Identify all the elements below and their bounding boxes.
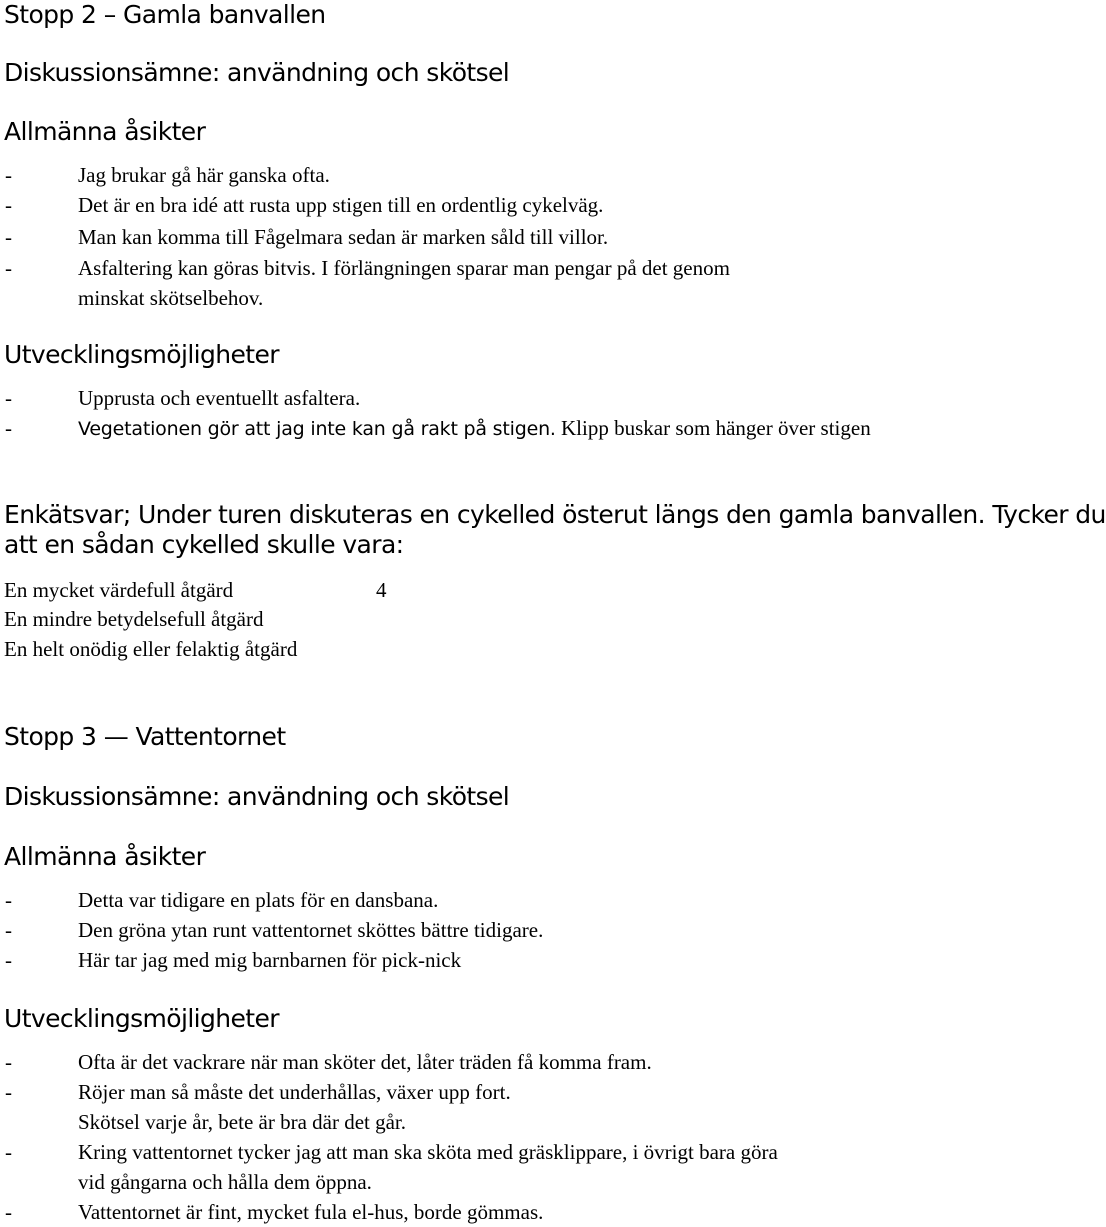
survey-option-count: 4 xyxy=(376,578,387,602)
stop2-opinions-heading: Allmänna åsikter xyxy=(4,117,206,146)
list-item-serif-part: Klipp buskar som hänger över stigen xyxy=(555,416,871,440)
list-bullet: - xyxy=(5,416,12,440)
stop2-development-heading: Utvecklingsmöjligheter xyxy=(4,340,279,369)
list-item-continuation: Skötsel varje år, bete är bra där det går. xyxy=(78,1110,407,1134)
list-bullet: - xyxy=(5,918,12,942)
list-item: Vattentornet är fint, mycket fula el-hus, borde gömmas. xyxy=(78,1200,544,1224)
list-bullet: - xyxy=(5,225,12,249)
list-item: Ofta är det vackrare när man sköter det, låter träden få komma fram. xyxy=(78,1050,652,1074)
list-item: Röjer man så måste det underhållas, växer upp fort. xyxy=(78,1080,511,1104)
survey-question-line: Enkätsvar; Under turen diskuteras en cykelled österut längs den gamla banvallen. Tycker du xyxy=(4,500,1106,529)
stop3-development-heading: Utvecklingsmöjligheter xyxy=(4,1004,279,1033)
stop3-opinions-heading: Allmänna åsikter xyxy=(4,842,206,871)
list-bullet: - xyxy=(5,1200,12,1224)
list-item-continuation: minskat skötselbehov. xyxy=(78,286,264,310)
survey-question-line: att en sådan cykelled skulle vara: xyxy=(4,530,404,559)
list-bullet: - xyxy=(5,193,12,217)
stop3-topic: Diskussionsämne: användning och skötsel xyxy=(4,782,510,811)
list-bullet: - xyxy=(5,1140,12,1164)
list-item: Upprusta och eventuellt asfaltera. xyxy=(78,386,361,410)
list-bullet: - xyxy=(5,888,12,912)
list-bullet: - xyxy=(5,948,12,972)
survey-option-label: En mindre betydelsefull åtgärd xyxy=(4,607,264,631)
list-item: Asfaltering kan göras bitvis. I förlängningen sparar man pengar på det genom xyxy=(78,256,730,280)
list-bullet: - xyxy=(5,386,12,410)
list-item: Den gröna ytan runt vattentornet sköttes bättre tidigare. xyxy=(78,918,544,942)
list-item xyxy=(78,414,871,443)
stop2-topic: Diskussionsämne: användning och skötsel xyxy=(4,58,510,87)
stop2-title: Stopp 2 – Gamla banvallen xyxy=(4,0,326,29)
list-item: Man kan komma till Fågelmara sedan är marken såld till villor. xyxy=(78,225,609,249)
survey-option-label: En helt onödig eller felaktig åtgärd xyxy=(4,637,298,661)
stop3-title: Stopp 3 — Vattentornet xyxy=(4,722,286,751)
list-item-sans-part: Vegetationen gör att jag inte kan gå rakt på stigen. xyxy=(78,418,556,440)
list-item: Här tar jag med mig barnbarnen för pick-nick xyxy=(78,948,462,972)
list-bullet: - xyxy=(5,163,12,187)
list-item: Detta var tidigare en plats för en dansbana. xyxy=(78,888,439,912)
list-item: Kring vattentornet tycker jag att man ska sköta med gräsklippare, i övrigt bara göra xyxy=(78,1140,778,1164)
list-item: Jag brukar gå här ganska ofta. xyxy=(78,163,330,187)
list-item-continuation: vid gångarna och hålla dem öppna. xyxy=(78,1170,372,1194)
list-bullet: - xyxy=(5,1050,12,1074)
survey-option-label: En mycket värdefull åtgärd xyxy=(4,578,234,602)
list-bullet: - xyxy=(5,1080,12,1104)
list-item: Det är en bra idé att rusta upp stigen till en ordentlig cykelväg. xyxy=(78,193,604,217)
list-bullet: - xyxy=(5,256,12,280)
